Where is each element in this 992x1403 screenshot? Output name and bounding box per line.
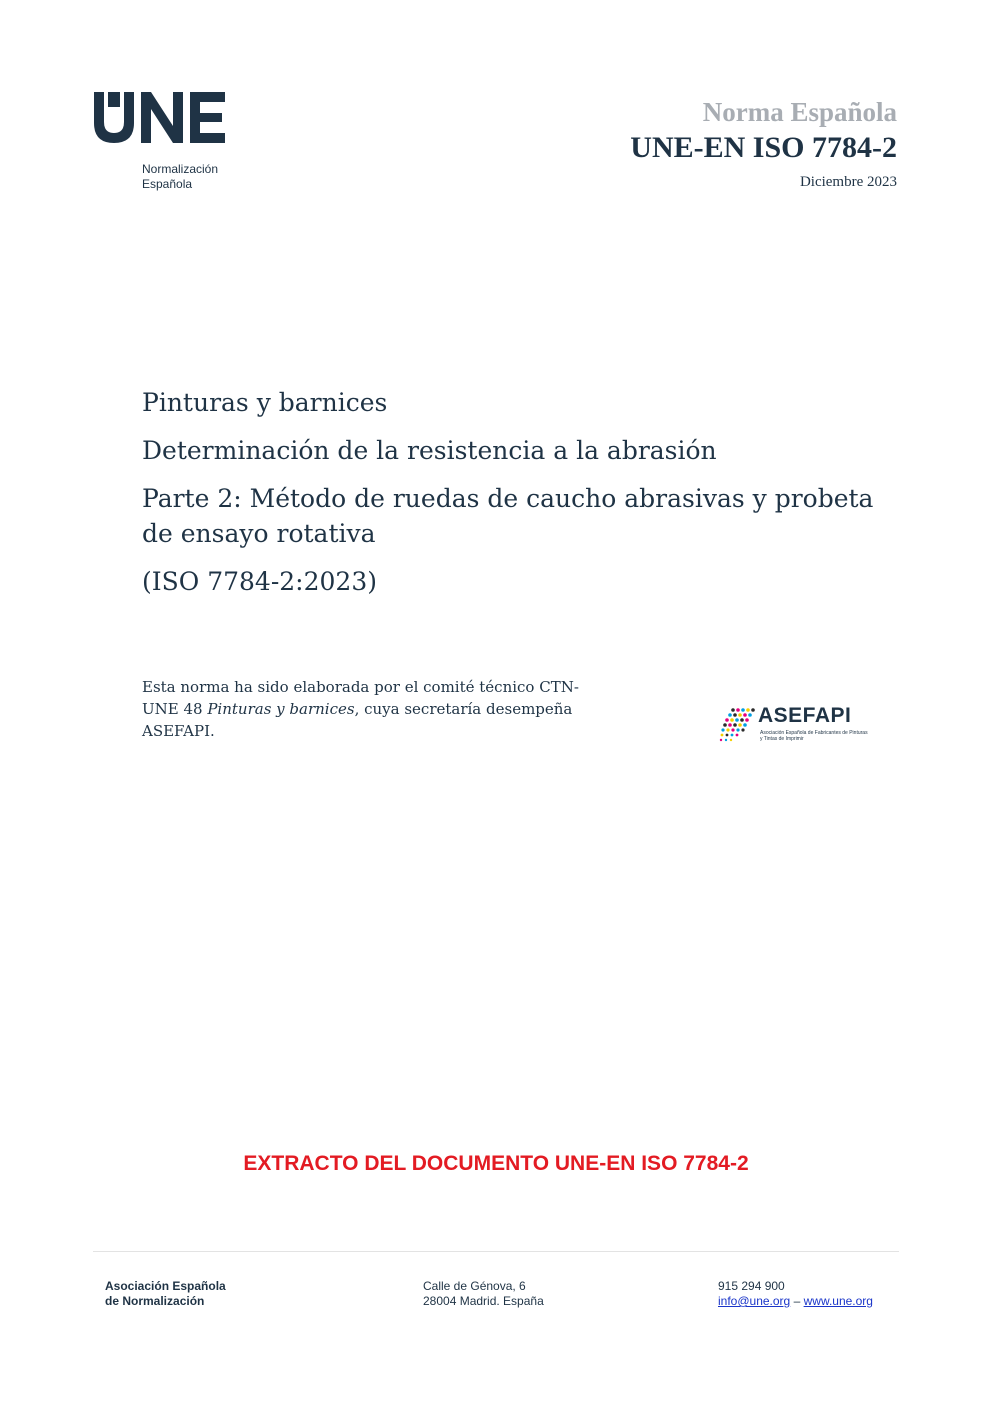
website-link[interactable]: www.une.org: [803, 1294, 873, 1308]
norma-label: Norma Española: [702, 97, 897, 127]
asefapi-name: ASEFAPI: [758, 704, 852, 727]
logo-subtitle-line2: Española: [142, 177, 193, 191]
footer-organization: [105, 1279, 226, 1309]
footer-address-line1: Calle de Génova, 6: [423, 1279, 526, 1293]
committee-statement: [142, 676, 612, 742]
extract-notice: EXTRACTO DEL DOCUMENTO UNE-EN ISO 7784-2: [243, 1152, 749, 1175]
footer-address: [423, 1279, 544, 1309]
title-line-3: Parte 2: Método de ruedas de caucho abrasivas y probeta de ensayo rotativa: [142, 484, 874, 548]
norma-header: [630, 96, 897, 191]
footer-separator: –: [793, 1294, 801, 1308]
logo-subtitle: [142, 162, 218, 192]
email-link[interactable]: info@une.org: [718, 1294, 791, 1308]
asefapi-logo: [719, 704, 869, 746]
committee-text-before: Esta norma ha sido elaborada por el comité técnico CTN-UNE 48: [142, 678, 579, 718]
norma-code: UNE-EN ISO 7784-2: [630, 131, 897, 164]
footer-address-line2: 28004 Madrid. España: [423, 1294, 544, 1308]
footer-phone: 915 294 900: [718, 1279, 785, 1293]
une-logo-mark: [93, 90, 227, 145]
committee-text-after: , cuya secretaría desempeña ASEFAPI.: [142, 700, 573, 740]
title-line-4: (ISO 7784-2:2023): [142, 567, 377, 596]
asefapi-description: Asociación Española de Fabricantes de Pinturas y Tintas de Imprimir: [760, 730, 868, 742]
une-logo: [93, 90, 243, 191]
committee-name: Pinturas y barnices: [207, 700, 355, 718]
norma-date: Diciembre 2023: [799, 174, 897, 190]
footer-links: [718, 1294, 873, 1309]
footer-org-line1: Asociación Española: [105, 1279, 226, 1293]
title-line-2: Determinación de la resistencia a la abrasión: [142, 436, 717, 465]
asefapi-dots-icon: [719, 704, 759, 746]
footer-divider: [93, 1251, 899, 1252]
footer-org-line2: de Normalización: [105, 1294, 205, 1308]
title-line-1: Pinturas y barnices: [142, 388, 388, 417]
document-title: [142, 385, 902, 612]
footer-contact: [718, 1279, 873, 1309]
logo-subtitle-line1: Normalización: [142, 162, 219, 176]
